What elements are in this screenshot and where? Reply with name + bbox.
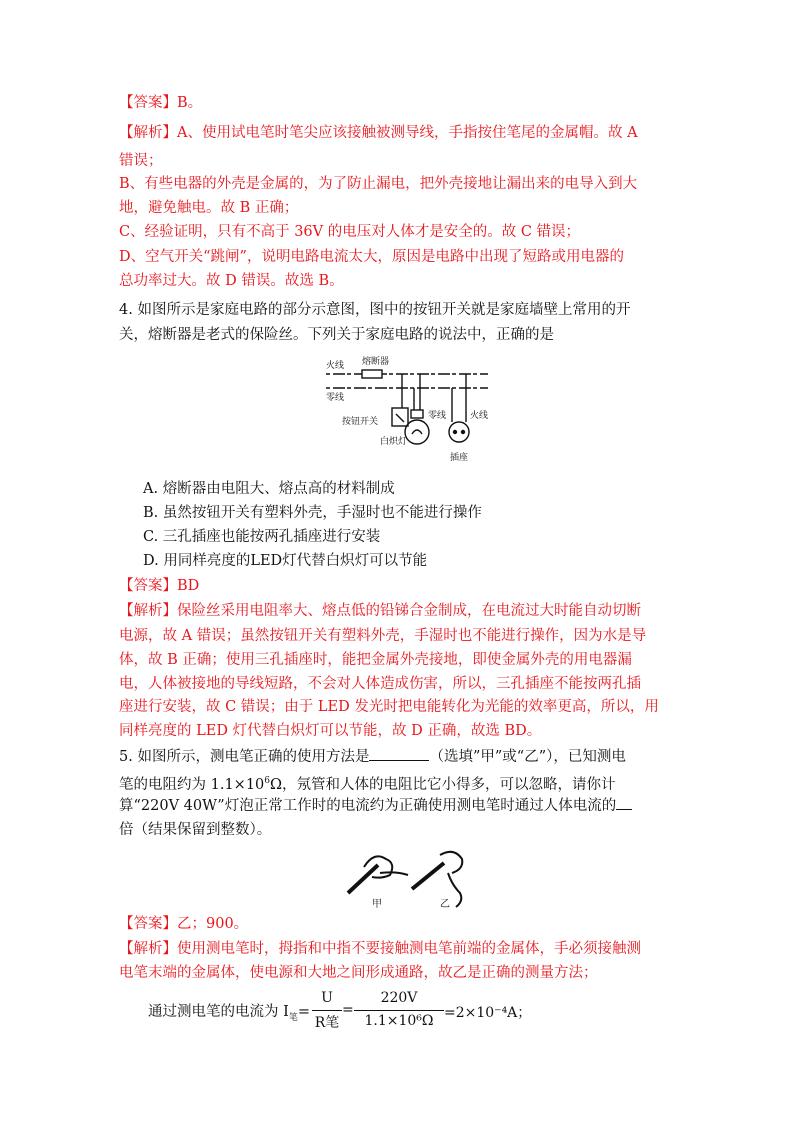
q5-stem-line — [119, 771, 616, 795]
answer-blank[interactable] — [369, 746, 429, 761]
exponent: 6 — [264, 776, 271, 786]
label-live: 火线 — [326, 361, 345, 371]
label-fuse: 熔断器 — [362, 357, 390, 367]
fraction-denominator: R笔 — [314, 1015, 340, 1031]
fraction-bar — [354, 1010, 444, 1011]
fraction-bar — [312, 1010, 342, 1011]
q5-stem-text: Ω，氖管和人体的电阻比它小得多，可以忽略，请你计 — [270, 776, 616, 793]
q5-analysis-line: 【解析】使用测电笔时，拇指和中指不要接触测电笔前端的金属体，手必须接触测 — [119, 941, 641, 957]
q5-stem-text: 5. 如图所示，测电笔正确的使用方法是 — [119, 749, 370, 765]
q5-stem-line — [119, 795, 632, 816]
q3-analysis-line: C、经验证明，只有不高于 36V 的电压对人体才是安全的。故 C 错误； — [119, 224, 581, 240]
q4-stem-line: 关，熔断器是老式的保险丝。下列关于家庭电路的说法中，正确的是 — [119, 327, 554, 343]
q5-answer: 【答案】乙；900。 — [119, 916, 249, 932]
q3-analysis-line: 错误； — [119, 153, 163, 169]
fraction-numerator: U — [321, 990, 333, 1006]
q4-answer: 【答案】BD — [119, 578, 200, 594]
household-circuit-figure — [322, 352, 492, 470]
label-live-2: 火线 — [470, 411, 489, 421]
q4-analysis-line: 同样亮度的 LED 灯代替白炽灯可以节能，故 D 正确，故选 BD。 — [119, 723, 542, 739]
label-socket: 插座 — [450, 453, 469, 463]
q5-stem-text: 算“220V 40W”灯泡正常工作时的电流约为正确使用测电笔时通过人体电流的 — [119, 798, 617, 814]
q3-analysis-line: D、空气开关“跳闸”，说明电路电流太大，原因是电路中出现了短路或用电器的 — [119, 249, 624, 265]
q4-stem-line: 4. 如图所示是家庭电路的部分示意图，图中的按钮开关就是家庭墙壁上常用的开 — [119, 302, 631, 318]
formula-prefix-text: 通过测电笔的电流为 I — [148, 1004, 289, 1020]
label-neutral-2: 零线 — [428, 411, 447, 421]
answer-blank[interactable] — [616, 795, 632, 810]
formula-subscript: 笔 — [288, 1012, 298, 1023]
q4-analysis-line: 电源，故 A 错误；虽然按钮开关有塑料外壳，手湿时也不能进行操作，因为水是导 — [119, 628, 647, 644]
formula-result: =2×10⁻⁴A； — [444, 1005, 532, 1021]
q4-option-d: D. 用同样亮度的LED灯代替白炽灯可以节能 — [143, 553, 428, 569]
q4-analysis-line: 【解析】保险丝采用电阻率大、熔点低的铅锑合金制成，在电流过大时能自动切断 — [119, 603, 641, 619]
q4-analysis-line: 体，故 B 正确；使用三孔插座时，能把金属外壳接地，即使金属外壳的用电器漏 — [119, 652, 632, 668]
q3-answer: 【答案】B。 — [119, 95, 203, 111]
q4-option-c: C. 三孔插座也能按两孔插座进行安装 — [143, 529, 381, 545]
label-yi: 乙 — [440, 899, 450, 910]
q5-stem-text: （选填”甲”或“乙”），已知测电 — [429, 749, 626, 765]
formula-equals: = — [297, 1004, 311, 1020]
q4-option-b: B. 虽然按钮开关有塑料外壳，手湿时也不能进行操作 — [143, 505, 482, 521]
q5-stem-line: 倍（结果保留到整数）。 — [119, 822, 272, 838]
fraction-numerator: 220V — [380, 990, 418, 1006]
q3-analysis-line: 【解析】A、使用试电笔时笔尖应该接触被测导线，手指按住笔尾的金属帽。故 A — [119, 125, 638, 141]
q4-analysis-line: 电，人体被接地的导线短路，不会对人体造成伤害，所以，三孔插座不能按两孔插 — [119, 676, 641, 692]
q5-stem-text: 笔的电阻约为 1.1×10 — [119, 776, 265, 793]
q3-analysis-line: 地，避免触电。故 B 正确； — [119, 200, 299, 216]
q5-stem-line — [119, 746, 626, 767]
formula-prefix — [148, 1002, 310, 1028]
q3-analysis-line: 总功率过大。故 D 错误。故选 B。 — [119, 273, 344, 289]
label-neutral: 零线 — [326, 393, 345, 403]
q5-analysis-line: 电笔末端的金属体，使电源和大地之间形成通路，故乙是正确的测量方法； — [119, 965, 598, 981]
label-jia: 甲 — [372, 899, 382, 910]
test-pen-figure — [344, 845, 478, 911]
q3-analysis-line: B、有些电器的外壳是金属的，为了防止漏电，把外壳接地让漏出来的电导入到大 — [119, 176, 638, 192]
formula-equals: = — [342, 1002, 354, 1018]
fraction-denominator: 1.1×10⁶Ω — [364, 1013, 434, 1029]
label-switch: 按钮开关 — [342, 417, 379, 427]
q4-option-a: A. 熔断器由电阻大、熔点高的材料制成 — [143, 481, 395, 497]
q4-analysis-line: 座进行安装，故 C 错误；由于 LED 发光时把电能转化为光能的效率更高，所以，用 — [119, 699, 659, 715]
label-bulb: 白炽灯 — [380, 437, 408, 447]
